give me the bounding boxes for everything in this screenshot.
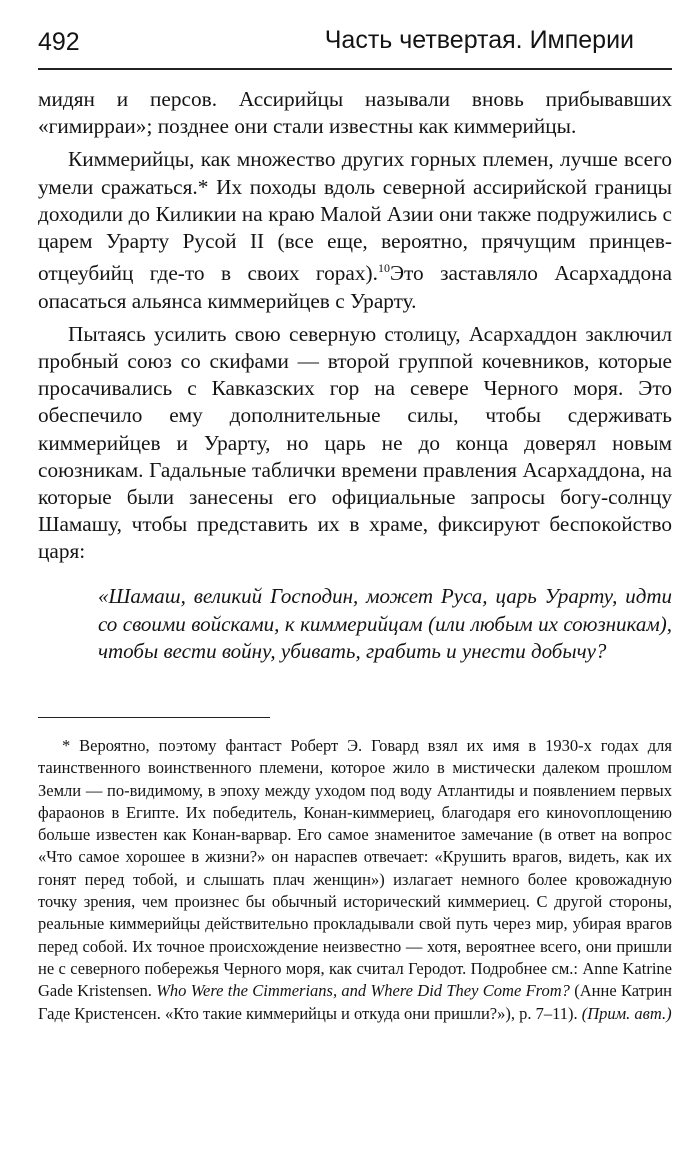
- footnote-translation: (Анне Катрин Гаде Кристенсен. «Кто такие киммерийцы и откуда они пришли?»), p. 7–11).: [38, 981, 673, 1023]
- paragraph-2-text-after: Это заставляло Асархаддона опасаться альянса киммерийцев с Урарту.: [38, 261, 672, 313]
- footnote: [38, 735, 672, 1025]
- page-header: [38, 26, 672, 70]
- footnote-book-title: Who Were the Cimmerians, and Where Did They Come From?: [156, 981, 570, 1001]
- footnote-author-note: (Прим. авт.): [581, 1003, 672, 1023]
- paragraph-2-text: Киммерийцы, как множество других горных племен, лучше всего умели сражаться.* Их походы вдоль северной ассирийской границы доходили до Киликии на краю Малой Азии они также подружились с царем Урарту Русой II (все еще, вероятно, прячущим принцев-отцеубийц где-то в своих горах).: [38, 147, 672, 286]
- paragraph-1: мидян и персов. Ассирийцы называли вновь прибывавших «гимирраи»; позднее они стали известны как киммерийцы.: [38, 87, 672, 139]
- footnote-text: [38, 735, 672, 1025]
- main-text: [38, 86, 672, 566]
- block-quote: [98, 583, 672, 666]
- paragraph-3: Пытаясь усилить свою северную столицу, Асархаддон заключил пробный союз со скифами — второй группой кочевников, которые просачивались с Кавказских гор на севере Черного моря. Это обеспечило ему дополнительные силы, чтобы сдерживать киммерийцев и Урарту, но царь не до конца доверял новым союзникам. Гадальные таблички времени правления Асархаддона, на которые были занесены его официальные запросы богу-солнцу Шамашу, чтобы представить их в храме, фиксируют беспокойство царя:: [38, 321, 672, 564]
- paragraph-2: [38, 146, 672, 314]
- page-number: 492: [38, 28, 80, 56]
- quote-text: «Шамаш, великий Господин, может Руса, царь Урарту, идти со своими войсками, к киммерийцам (или любым их союзникам), чтобы вести войну, убивать, грабить и унести добычу?: [98, 584, 672, 663]
- footnote-body: * Вероятно, поэтому фантаст Роберт Э. Говард взял их имя в 1930-х годах для таинственного воинственного племени, которое жило в мистически далеком прошлом Земли — по-видимому, в эпоху между уходом под воду Атлантиды и появлением первых фараонов в Египте. Их победитель, Конан-киммериец, благодаря его кинovоплощению больше известен как Конан-варвар. Его самое знаменитое замечание (в ответ на вопрос «Что самое хорошее в жизни?» он нараспев отвечает: «Крушить врагов, видеть, как их гонят перед тобой, и слышать плач женщин») излагает немного более кровожадную точку зрения, чем произнес бы обычный исторический киммериец. С другой стороны, реальные киммерийцы действительно прокладывали свой путь через мир, убирая врагов перед собой. Их точное происхождение неизвестно — хотя, вероятнее всего, они пришли не с северного побережья Черного моря, как считал Геродот. Подробнее см.: Anne Katrine Gade Kristensen.: [38, 736, 672, 1001]
- endnote-reference: 10: [377, 261, 390, 276]
- footnote-divider: [38, 717, 270, 718]
- running-title: Часть четвертая. Империи: [324, 26, 634, 54]
